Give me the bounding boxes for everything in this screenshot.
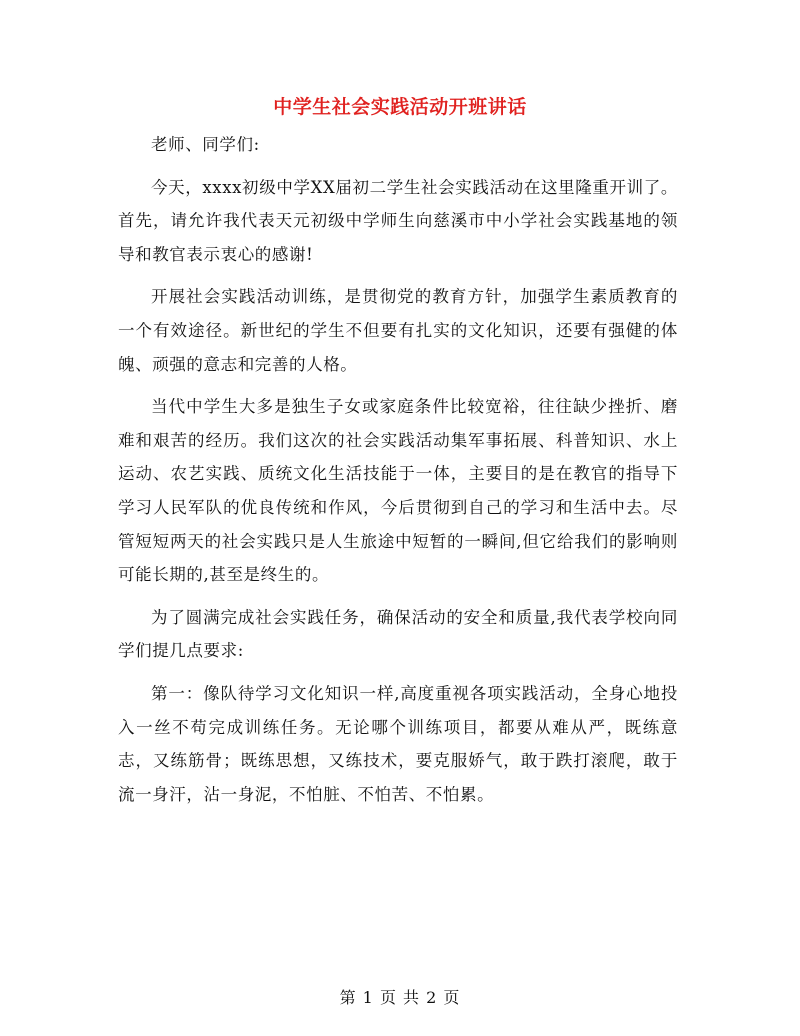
salutation: 老师、同学们: — [151, 135, 260, 154]
paragraph-3: 当代中学生大多是独生子女或家庭条件比较宽裕，往往缺少挫折、磨难和艰苦的经历。我们这次的社会实践活动集军事拓展、科普知识、水上运动、农艺实践、质统文化生活技能于一体，主要目的是在教官的指导下学习人民军队的优良传统和作风，今后贯彻到自己的学习和生活中去。尽管短短两天的社会实践只是人生旅途中短暂的一瞬间,但它给我们的影响则可能长期的,甚至是终生的。 — [118, 397, 678, 585]
paragraph-2: 开展社会实践活动训练，是贯彻党的教育方针，加强学生素质教育的一个有效途径。新世纪的学生不但要有扎实的文化知识，还要有强健的体魄、顽强的意志和完善的人格。 — [118, 287, 678, 374]
page-number: 第 1 页 共 2 页 — [339, 988, 461, 1007]
paragraph-1: 今天，xxxx初级中学XX届初二学生社会实践活动在这里隆重开训了。首先，请允许我代表天元初级中学师生向慈溪市中小学社会实践基地的领导和教官表示衷心的感谢! — [118, 177, 678, 264]
paragraph-5: 第一：像队待学习文化知识一样,高度重视各项实践活动，全身心地投入一丝不苟完成训练任务。无论哪个训练项目，都要从难从严，既练意志，又练筋骨；既练思想，又练技术，要克服娇气，敢于跌打滚爬，敢于流一身汗，沾一身泥，不怕脏、不怕苦、不怕累。 — [118, 683, 678, 804]
document-body — [118, 128, 678, 820]
document-title: 中学生社会实践活动开班讲话 — [273, 96, 527, 118]
paragraph-4: 为了圆满完成社会实践任务，确保活动的安全和质量,我代表学校向同学们提几点要求: — [118, 607, 678, 661]
